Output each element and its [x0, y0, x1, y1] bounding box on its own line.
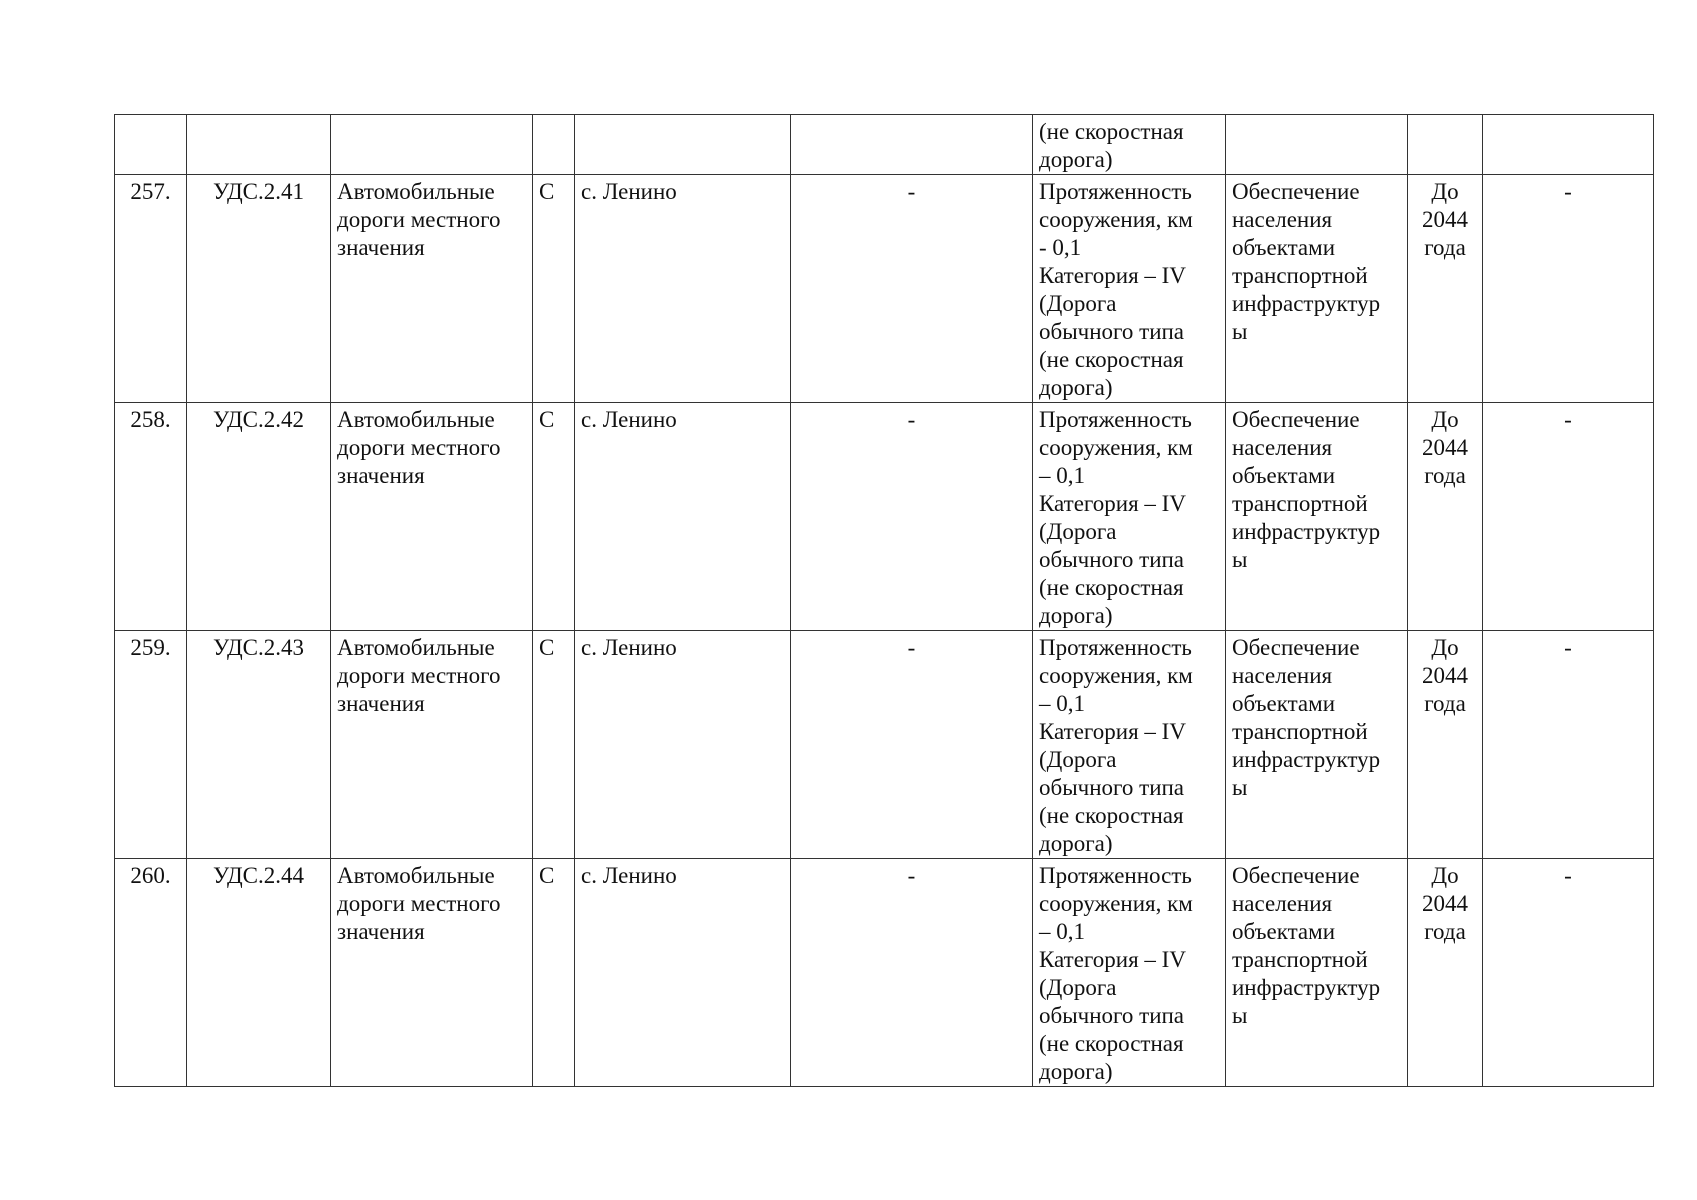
cell-status: С [533, 175, 575, 403]
cell-note: - [1483, 175, 1654, 403]
cell-number [115, 115, 187, 175]
objects-table [114, 114, 1654, 1087]
cell-note: - [1483, 403, 1654, 631]
cell-purpose [1226, 115, 1408, 175]
cell-location: с. Ленино [575, 631, 791, 859]
cell-zone: - [791, 403, 1033, 631]
table-row [115, 859, 1654, 1087]
table-row [115, 403, 1654, 631]
cell-status: С [533, 631, 575, 859]
cell-location: с. Ленино [575, 403, 791, 631]
cell-deadline [1408, 115, 1483, 175]
cell-code: УДС.2.42 [187, 403, 331, 631]
cell-deadline: До 2044 года [1408, 631, 1483, 859]
cell-deadline: До 2044 года [1408, 175, 1483, 403]
cell-note: - [1483, 859, 1654, 1087]
cell-number: 258. [115, 403, 187, 631]
cell-purpose: Обеспечение населения объектами транспортной инфраструктур ы [1226, 859, 1408, 1087]
cell-note [1483, 115, 1654, 175]
cell-characteristics: Протяженность сооружения, км – 0,1 Категория – IV (Дорога обычного типа (не скоростная дорога) [1033, 631, 1226, 859]
cell-zone: - [791, 631, 1033, 859]
cell-number: 257. [115, 175, 187, 403]
cell-purpose: Обеспечение населения объектами транспортной инфраструктур ы [1226, 403, 1408, 631]
table-row [115, 631, 1654, 859]
cell-name: Автомобильные дороги местного значения [331, 631, 533, 859]
cell-zone: - [791, 859, 1033, 1087]
cell-name [331, 115, 533, 175]
cell-note: - [1483, 631, 1654, 859]
cell-code [187, 115, 331, 175]
cell-deadline: До 2044 года [1408, 859, 1483, 1087]
table-body [115, 115, 1654, 1087]
cell-deadline: До 2044 года [1408, 403, 1483, 631]
cell-code: УДС.2.43 [187, 631, 331, 859]
cell-characteristics: Протяженность сооружения, км - 0,1 Категория – IV (Дорога обычного типа (не скоростная дорога) [1033, 175, 1226, 403]
cell-characteristics: Протяженность сооружения, км – 0,1 Категория – IV (Дорога обычного типа (не скоростная дорога) [1033, 403, 1226, 631]
cell-location [575, 115, 791, 175]
cell-status: С [533, 859, 575, 1087]
cell-name: Автомобильные дороги местного значения [331, 175, 533, 403]
cell-code: УДС.2.41 [187, 175, 331, 403]
cell-purpose: Обеспечение населения объектами транспортной инфраструктур ы [1226, 631, 1408, 859]
cell-status [533, 115, 575, 175]
cell-code: УДС.2.44 [187, 859, 331, 1087]
cell-name: Автомобильные дороги местного значения [331, 859, 533, 1087]
table-row [115, 175, 1654, 403]
cell-purpose: Обеспечение населения объектами транспортной инфраструктур ы [1226, 175, 1408, 403]
cell-number: 260. [115, 859, 187, 1087]
cell-characteristics: (не скоростная дорога) [1033, 115, 1226, 175]
cell-name: Автомобильные дороги местного значения [331, 403, 533, 631]
cell-location: с. Ленино [575, 859, 791, 1087]
cell-location: с. Ленино [575, 175, 791, 403]
cell-zone [791, 115, 1033, 175]
cell-zone: - [791, 175, 1033, 403]
continuation-row [115, 115, 1654, 175]
cell-characteristics: Протяженность сооружения, км – 0,1 Категория – IV (Дорога обычного типа (не скоростная дорога) [1033, 859, 1226, 1087]
cell-status: С [533, 403, 575, 631]
cell-number: 259. [115, 631, 187, 859]
